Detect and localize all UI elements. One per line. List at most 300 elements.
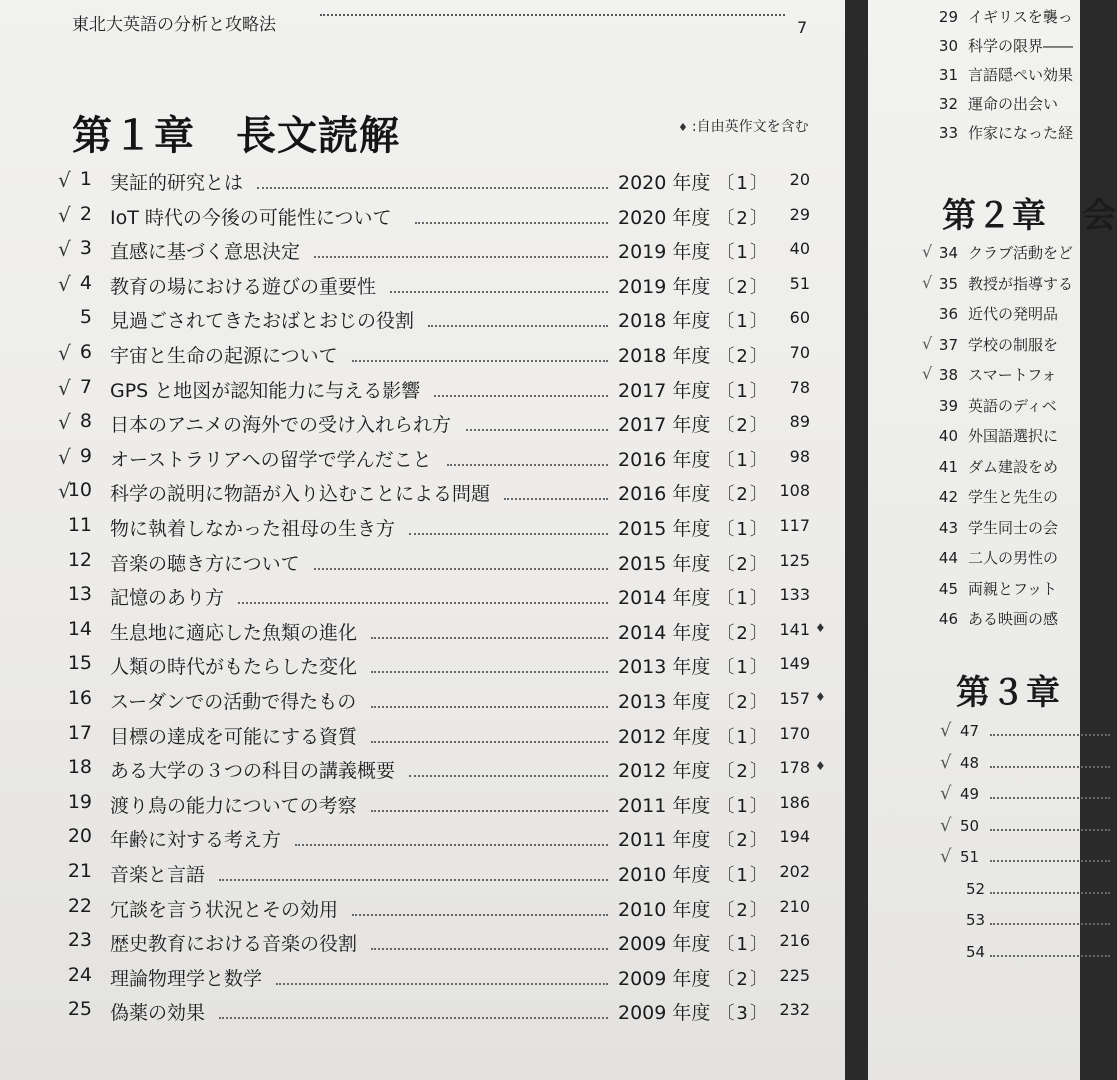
toc-title: ダム建設をめ [968, 457, 1059, 476]
check-mark: √ [58, 271, 71, 296]
toc-part: 〔3〕 [716, 1003, 770, 1025]
toc-year-text: 2009 年度 [618, 967, 711, 990]
toc-year-text: 2014 年度 [618, 621, 711, 644]
toc-number: 20 [67, 825, 92, 848]
toc-year-text: 2010 年度 [618, 898, 711, 921]
toc-page: 40 [789, 239, 810, 259]
leader-dots [257, 187, 608, 189]
leader-dots [219, 1017, 608, 1019]
toc-part: 〔1〕 [716, 519, 770, 540]
toc-year [618, 825, 770, 852]
check-mark: √ [58, 237, 71, 262]
toc-number: 42 [938, 488, 958, 506]
toc-title: 学校の制服を [968, 335, 1059, 354]
leader-dots [371, 810, 608, 812]
check-mark: √ [58, 444, 71, 469]
toc-title: 生息地に適応した魚類の進化 [110, 621, 358, 644]
toc-number: 48 [960, 753, 980, 772]
toc-title: 実証的研究とは [110, 172, 244, 194]
toc-title: 物に執着しなかった祖母の生き方 [110, 518, 396, 540]
right-toc-row [922, 333, 1059, 355]
toc-row [58, 722, 838, 752]
diamond-icon: ♦ [815, 690, 826, 704]
toc-part: 〔2〕 [716, 692, 770, 713]
toc-page: 225 [779, 965, 810, 985]
toc-year-text: 2018 年度 [618, 345, 711, 367]
toc-year-text: 2010 年度 [618, 864, 711, 886]
toc-title: 宇宙と生命の起源について [110, 345, 338, 367]
toc-title: 学生同士の会 [968, 518, 1059, 537]
toc-row [58, 272, 838, 302]
toc-year-text: 2009 年度 [618, 933, 711, 956]
check-mark: √ [922, 333, 933, 353]
toc-page: 210 [779, 896, 810, 916]
toc-year-text: 2014 年度 [618, 587, 711, 610]
toc-part: 〔2〕 [716, 968, 770, 990]
toc-title: 日本のアニメの海外での受け入れられ方 [110, 414, 452, 437]
leader-dots [238, 602, 608, 604]
chapter-2-title: 第２章 会 [942, 196, 1117, 236]
toc-part: 〔2〕 [716, 553, 770, 575]
toc-number: 49 [960, 785, 980, 803]
toc-year-text: 2011 年度 [618, 794, 711, 817]
right-toc-row [932, 517, 1058, 538]
right-toc-row [932, 547, 1058, 568]
toc-page: 60 [789, 308, 810, 328]
leader-dots [314, 568, 608, 570]
check-mark: √ [922, 242, 933, 261]
toc-page: 78 [789, 377, 810, 397]
toc-page: 108 [779, 481, 810, 501]
toc-part: 〔2〕 [716, 830, 770, 852]
toc-number: 4 [79, 271, 92, 294]
toc-year-text: 2019 年度 [618, 241, 711, 264]
toc-number: 29 [938, 8, 958, 26]
toc-number: 35 [938, 274, 958, 293]
toc-year [618, 929, 770, 956]
toc-title: 記憶のあり方 [110, 587, 225, 610]
check-mark: √ [940, 751, 952, 773]
toc-year-text: 2012 年度 [618, 760, 711, 783]
toc-number: 21 [67, 860, 92, 882]
leader-dots [990, 955, 1110, 957]
toc-part: 〔2〕 [716, 761, 770, 783]
toc-row [58, 618, 838, 648]
chapter-3-title: 第３章 [956, 673, 1061, 713]
leader-dots [320, 14, 785, 16]
leader-dots [447, 464, 608, 466]
toc-title: 外国語選択に [968, 427, 1059, 445]
leader-dots [352, 914, 608, 916]
diamond-icon: ♦ [815, 759, 826, 774]
check-mark: √ [940, 783, 952, 804]
toc-row [58, 756, 838, 786]
toc-year-text: 2020 年度 [618, 206, 711, 229]
leader-dots [990, 734, 1110, 736]
toc-title: 見過ごされてきたおばとおじの役割 [110, 310, 415, 333]
toc-year [618, 410, 770, 437]
toc-row [58, 479, 838, 509]
toc-number: 16 [67, 687, 92, 709]
leader-dots [504, 498, 608, 500]
toc-year [618, 549, 770, 576]
toc-page: 141 [779, 619, 810, 639]
toc-part: 〔1〕 [716, 588, 770, 610]
toc-year [618, 341, 770, 368]
toc-number: 12 [67, 548, 92, 571]
toc-title: 教育の場における遊びの重要性 [110, 275, 377, 298]
right-toc-row [932, 35, 1073, 56]
toc-number: 45 [938, 579, 958, 598]
toc-year [618, 722, 770, 749]
toc-page: 117 [779, 516, 810, 535]
toc-page: 149 [779, 654, 810, 674]
toc-number: 1 [79, 168, 92, 190]
toc-number: 44 [938, 549, 958, 567]
toc-title: 目標の達成を可能にする資質 [110, 725, 358, 748]
toc-part: 〔1〕 [716, 657, 770, 679]
toc-year [618, 306, 770, 333]
toc-page: 70 [789, 343, 810, 362]
chapter-1-title: 第１章 長文読解 [72, 113, 400, 159]
toc-part: 〔1〕 [716, 311, 770, 333]
toc-number: 43 [938, 518, 958, 537]
toc-row [58, 168, 838, 198]
toc-row [58, 791, 838, 821]
toc-part: 〔2〕 [716, 346, 770, 367]
toc-title: 近代の発明品 [968, 305, 1059, 323]
toc-year-text: 2019 年度 [618, 275, 711, 298]
right-toc-row [922, 272, 1074, 294]
toc-number: 46 [938, 610, 958, 628]
toc-part: 〔1〕 [716, 173, 770, 194]
toc-number: 3 [79, 237, 92, 260]
toc-title: 科学の説明に物語が入り込むことによる問題 [110, 483, 491, 506]
toc-number: 10 [67, 479, 92, 502]
toc-part: 〔2〕 [716, 899, 770, 921]
right-toc-row [932, 578, 1057, 599]
toc-year-text: 2015 年度 [618, 518, 711, 540]
toc-number: 41 [938, 457, 958, 476]
toc-number: 5 [79, 306, 92, 329]
toc-year-text: 2011 年度 [618, 829, 711, 852]
right-toc-row [932, 395, 1057, 416]
check-mark: √ [940, 814, 952, 836]
toc-year [618, 272, 770, 299]
leader-dots [990, 766, 1110, 768]
toc-year [618, 168, 770, 195]
toc-page: 98 [789, 446, 810, 466]
toc-row [58, 549, 838, 579]
toc-number: 25 [67, 998, 92, 1021]
toc-part: 〔1〕 [716, 449, 770, 471]
toc-row [58, 237, 838, 267]
leader-dots [990, 829, 1110, 831]
toc-title: 運命の出会い [968, 95, 1059, 113]
toc-year [618, 237, 770, 264]
toc-title: ある映画の感 [968, 610, 1059, 628]
check-mark: √ [58, 410, 71, 435]
toc-part: 〔1〕 [716, 795, 770, 817]
toc-title: IoT 時代の今後の可能性について [110, 206, 392, 229]
toc-year [618, 618, 770, 645]
toc-number: 13 [67, 583, 92, 606]
right-toc-row [932, 122, 1073, 143]
previous-section-page: 7 [797, 18, 808, 37]
leader-dots [276, 983, 608, 985]
toc-number: 53 [966, 911, 986, 929]
toc-title: 両親とフット [968, 579, 1057, 598]
toc-row [58, 998, 838, 1028]
leader-dots [371, 637, 608, 639]
check-mark: √ [58, 202, 71, 227]
leader-dots [428, 325, 608, 327]
toc-year [618, 583, 770, 610]
leader-dots [415, 222, 608, 224]
chapter-1-note [678, 116, 809, 136]
toc-number: 52 [966, 879, 986, 898]
toc-title: 教授が指導する [968, 274, 1074, 293]
toc-number: 37 [938, 335, 958, 354]
toc-year-text: 2009 年度 [618, 1002, 711, 1025]
toc-year [618, 652, 770, 679]
check-mark: √ [940, 720, 952, 741]
toc-number: 50 [960, 816, 980, 835]
toc-number: 32 [938, 95, 958, 113]
toc-number: 18 [67, 756, 92, 779]
toc-number: 34 [938, 244, 958, 262]
toc-year [618, 791, 770, 818]
leader-dots [371, 948, 608, 950]
toc-title: スマートフォ [968, 366, 1057, 384]
toc-page: 51 [789, 273, 810, 293]
toc-year-text: 2013 年度 [618, 691, 711, 713]
toc-year [618, 445, 770, 472]
toc-part: 〔1〕 [716, 242, 770, 264]
toc-title: 理論物理学と数学 [110, 967, 263, 990]
toc-row [58, 860, 838, 890]
right-toc-row [932, 303, 1058, 324]
right-toc-row [932, 486, 1058, 507]
toc-title: クラブ活動をど [968, 244, 1074, 262]
leader-dots [409, 533, 608, 535]
toc-number: 40 [938, 427, 958, 445]
toc-year [618, 479, 770, 506]
right-toc-row [932, 425, 1058, 446]
toc-number: 17 [67, 721, 92, 744]
toc-number: 15 [67, 652, 92, 675]
toc-year [618, 860, 770, 887]
toc-number: 39 [938, 396, 958, 415]
check-mark: √ [922, 272, 933, 292]
toc-number: 31 [938, 66, 958, 84]
right-toc-row [932, 456, 1058, 477]
leader-dots [295, 844, 608, 846]
toc-title: 冗談を言う状況とその効用 [110, 898, 339, 921]
toc-year-text: 2017 年度 [618, 379, 711, 402]
toc-number: 23 [67, 929, 92, 952]
toc-title: 直感に基づく意思決定 [110, 241, 301, 264]
toc-year-text: 2018 年度 [618, 310, 711, 333]
toc-year-text: 2016 年度 [618, 448, 711, 471]
check-mark: √ [58, 341, 71, 365]
toc-part: 〔2〕 [716, 415, 770, 437]
right-toc-row [932, 6, 1073, 27]
toc-year [618, 376, 770, 403]
toc-row [58, 895, 838, 925]
toc-part: 〔2〕 [716, 484, 770, 506]
toc-title: 偽薬の効果 [110, 1002, 206, 1025]
toc-part: 〔1〕 [716, 380, 770, 402]
toc-page: 133 [779, 585, 810, 605]
toc-year-text: 2015 年度 [618, 552, 711, 575]
toc-number: 30 [938, 37, 958, 55]
toc-row [58, 203, 838, 233]
toc-number: 9 [79, 444, 92, 467]
leader-dots [990, 892, 1110, 894]
toc-part: 〔1〕 [716, 726, 770, 748]
toc-page: 194 [779, 827, 810, 847]
right-toc-row [932, 64, 1073, 85]
toc-number: 7 [79, 375, 92, 398]
toc-row [58, 929, 838, 959]
toc-year [618, 964, 770, 991]
toc-page: 178 [779, 758, 810, 778]
toc-row [58, 376, 838, 406]
right-toc-row [922, 364, 1057, 385]
toc-page: 216 [779, 931, 810, 951]
toc-row [58, 652, 838, 682]
leader-dots [990, 797, 1110, 799]
toc-title: 作家になった経 [968, 124, 1074, 142]
toc-title: 人類の時代がもたらした変化 [110, 656, 358, 679]
toc-title: 科学の限界―― [968, 37, 1074, 55]
toc-number: 19 [67, 790, 92, 813]
toc-number: 6 [79, 341, 92, 363]
check-mark: √ [940, 846, 952, 867]
chapter-1-note-text: :自由英作文を含む [691, 119, 809, 135]
toc-number: 38 [938, 366, 958, 384]
toc-row [58, 825, 838, 855]
toc-year [618, 998, 770, 1025]
toc-number: 22 [67, 894, 92, 917]
toc-number: 47 [960, 722, 980, 740]
check-mark: √ [922, 364, 933, 383]
toc-year [618, 895, 770, 922]
check-mark: √ [58, 479, 71, 504]
toc-title: 音楽と言語 [110, 864, 206, 886]
toc-row [58, 964, 838, 994]
toc-title: イギリスを襲っ [968, 8, 1073, 26]
right-toc-row [932, 93, 1058, 114]
toc-title: GPS と地図が認知能力に与える影響 [110, 379, 421, 402]
leader-dots [990, 923, 1110, 925]
toc-year-text: 2016 年度 [618, 483, 711, 506]
toc-number: 33 [938, 124, 958, 142]
toc-page: 89 [789, 412, 810, 432]
right-page [868, 0, 1117, 1080]
toc-row [58, 341, 838, 371]
leader-dots [409, 775, 608, 777]
toc-page: 157 [779, 689, 810, 708]
toc-number: 24 [67, 963, 92, 986]
toc-page: 170 [779, 723, 810, 743]
toc-number: 2 [79, 202, 92, 225]
diamond-icon: ♦ [815, 620, 826, 635]
toc-row [58, 687, 838, 717]
toc-part: 〔2〕 [716, 207, 770, 229]
toc-year [618, 687, 770, 714]
toc-number: 51 [960, 848, 980, 866]
toc-row [58, 514, 838, 544]
toc-page: 232 [779, 1000, 810, 1020]
toc-year [618, 203, 770, 230]
right-toc-row [932, 608, 1058, 629]
leader-dots [990, 860, 1110, 862]
previous-section-title: 東北大英語の分析と攻略法 [72, 15, 276, 35]
leader-dots [466, 429, 608, 431]
leader-dots [314, 256, 608, 258]
toc-title: 二人の男性の [968, 549, 1059, 567]
toc-number: 14 [67, 617, 92, 640]
toc-page: 20 [789, 170, 810, 189]
toc-year-text: 2020 年度 [618, 172, 711, 194]
toc-part: 〔1〕 [716, 934, 770, 956]
leader-dots [371, 741, 608, 743]
leader-dots [352, 360, 608, 362]
toc-number: 36 [938, 305, 958, 323]
toc-number: 11 [67, 514, 92, 536]
toc-year-text: 2012 年度 [618, 725, 711, 748]
toc-row [58, 583, 838, 613]
toc-page: 202 [779, 862, 810, 881]
toc-title: 歴史教育における音楽の役割 [110, 933, 358, 956]
toc-page: 186 [779, 792, 810, 812]
toc-title: 学生と先生の [968, 488, 1059, 506]
toc-row [58, 410, 838, 440]
toc-title: 年齢に対する考え方 [110, 829, 282, 852]
toc-part: 〔2〕 [716, 622, 770, 644]
toc-year [618, 514, 770, 541]
toc-number: 8 [79, 410, 92, 433]
leader-dots [390, 291, 608, 293]
leader-dots [371, 706, 608, 708]
toc-title: オーストラリアへの留学で学んだこと [110, 448, 432, 471]
leader-dots [371, 671, 608, 673]
toc-page: 29 [789, 204, 810, 224]
toc-year-text: 2017 年度 [618, 414, 711, 437]
right-toc-row [922, 242, 1074, 263]
check-mark: √ [58, 168, 71, 192]
toc-year-text: 2013 年度 [618, 656, 711, 679]
leader-dots [434, 395, 608, 397]
toc-part: 〔1〕 [716, 865, 770, 886]
toc-row [58, 306, 838, 336]
diamond-icon: ♦ [678, 121, 688, 134]
check-mark: √ [58, 375, 71, 400]
toc-title: ある大学の３つの科目の講義概要 [110, 760, 396, 783]
toc-title: 英語のディベ [968, 396, 1057, 415]
toc-number: 54 [966, 942, 986, 961]
toc-year [618, 756, 770, 783]
toc-title: スーダンでの活動で得たもの [110, 691, 357, 713]
toc-page: 125 [779, 550, 810, 570]
toc-title: 渡り鳥の能力についての考察 [110, 794, 357, 817]
toc-row [58, 445, 838, 475]
toc-title: 言語隠ぺい効果 [968, 66, 1074, 84]
toc-title: 音楽の聴き方について [110, 552, 300, 575]
toc-part: 〔2〕 [716, 276, 770, 298]
